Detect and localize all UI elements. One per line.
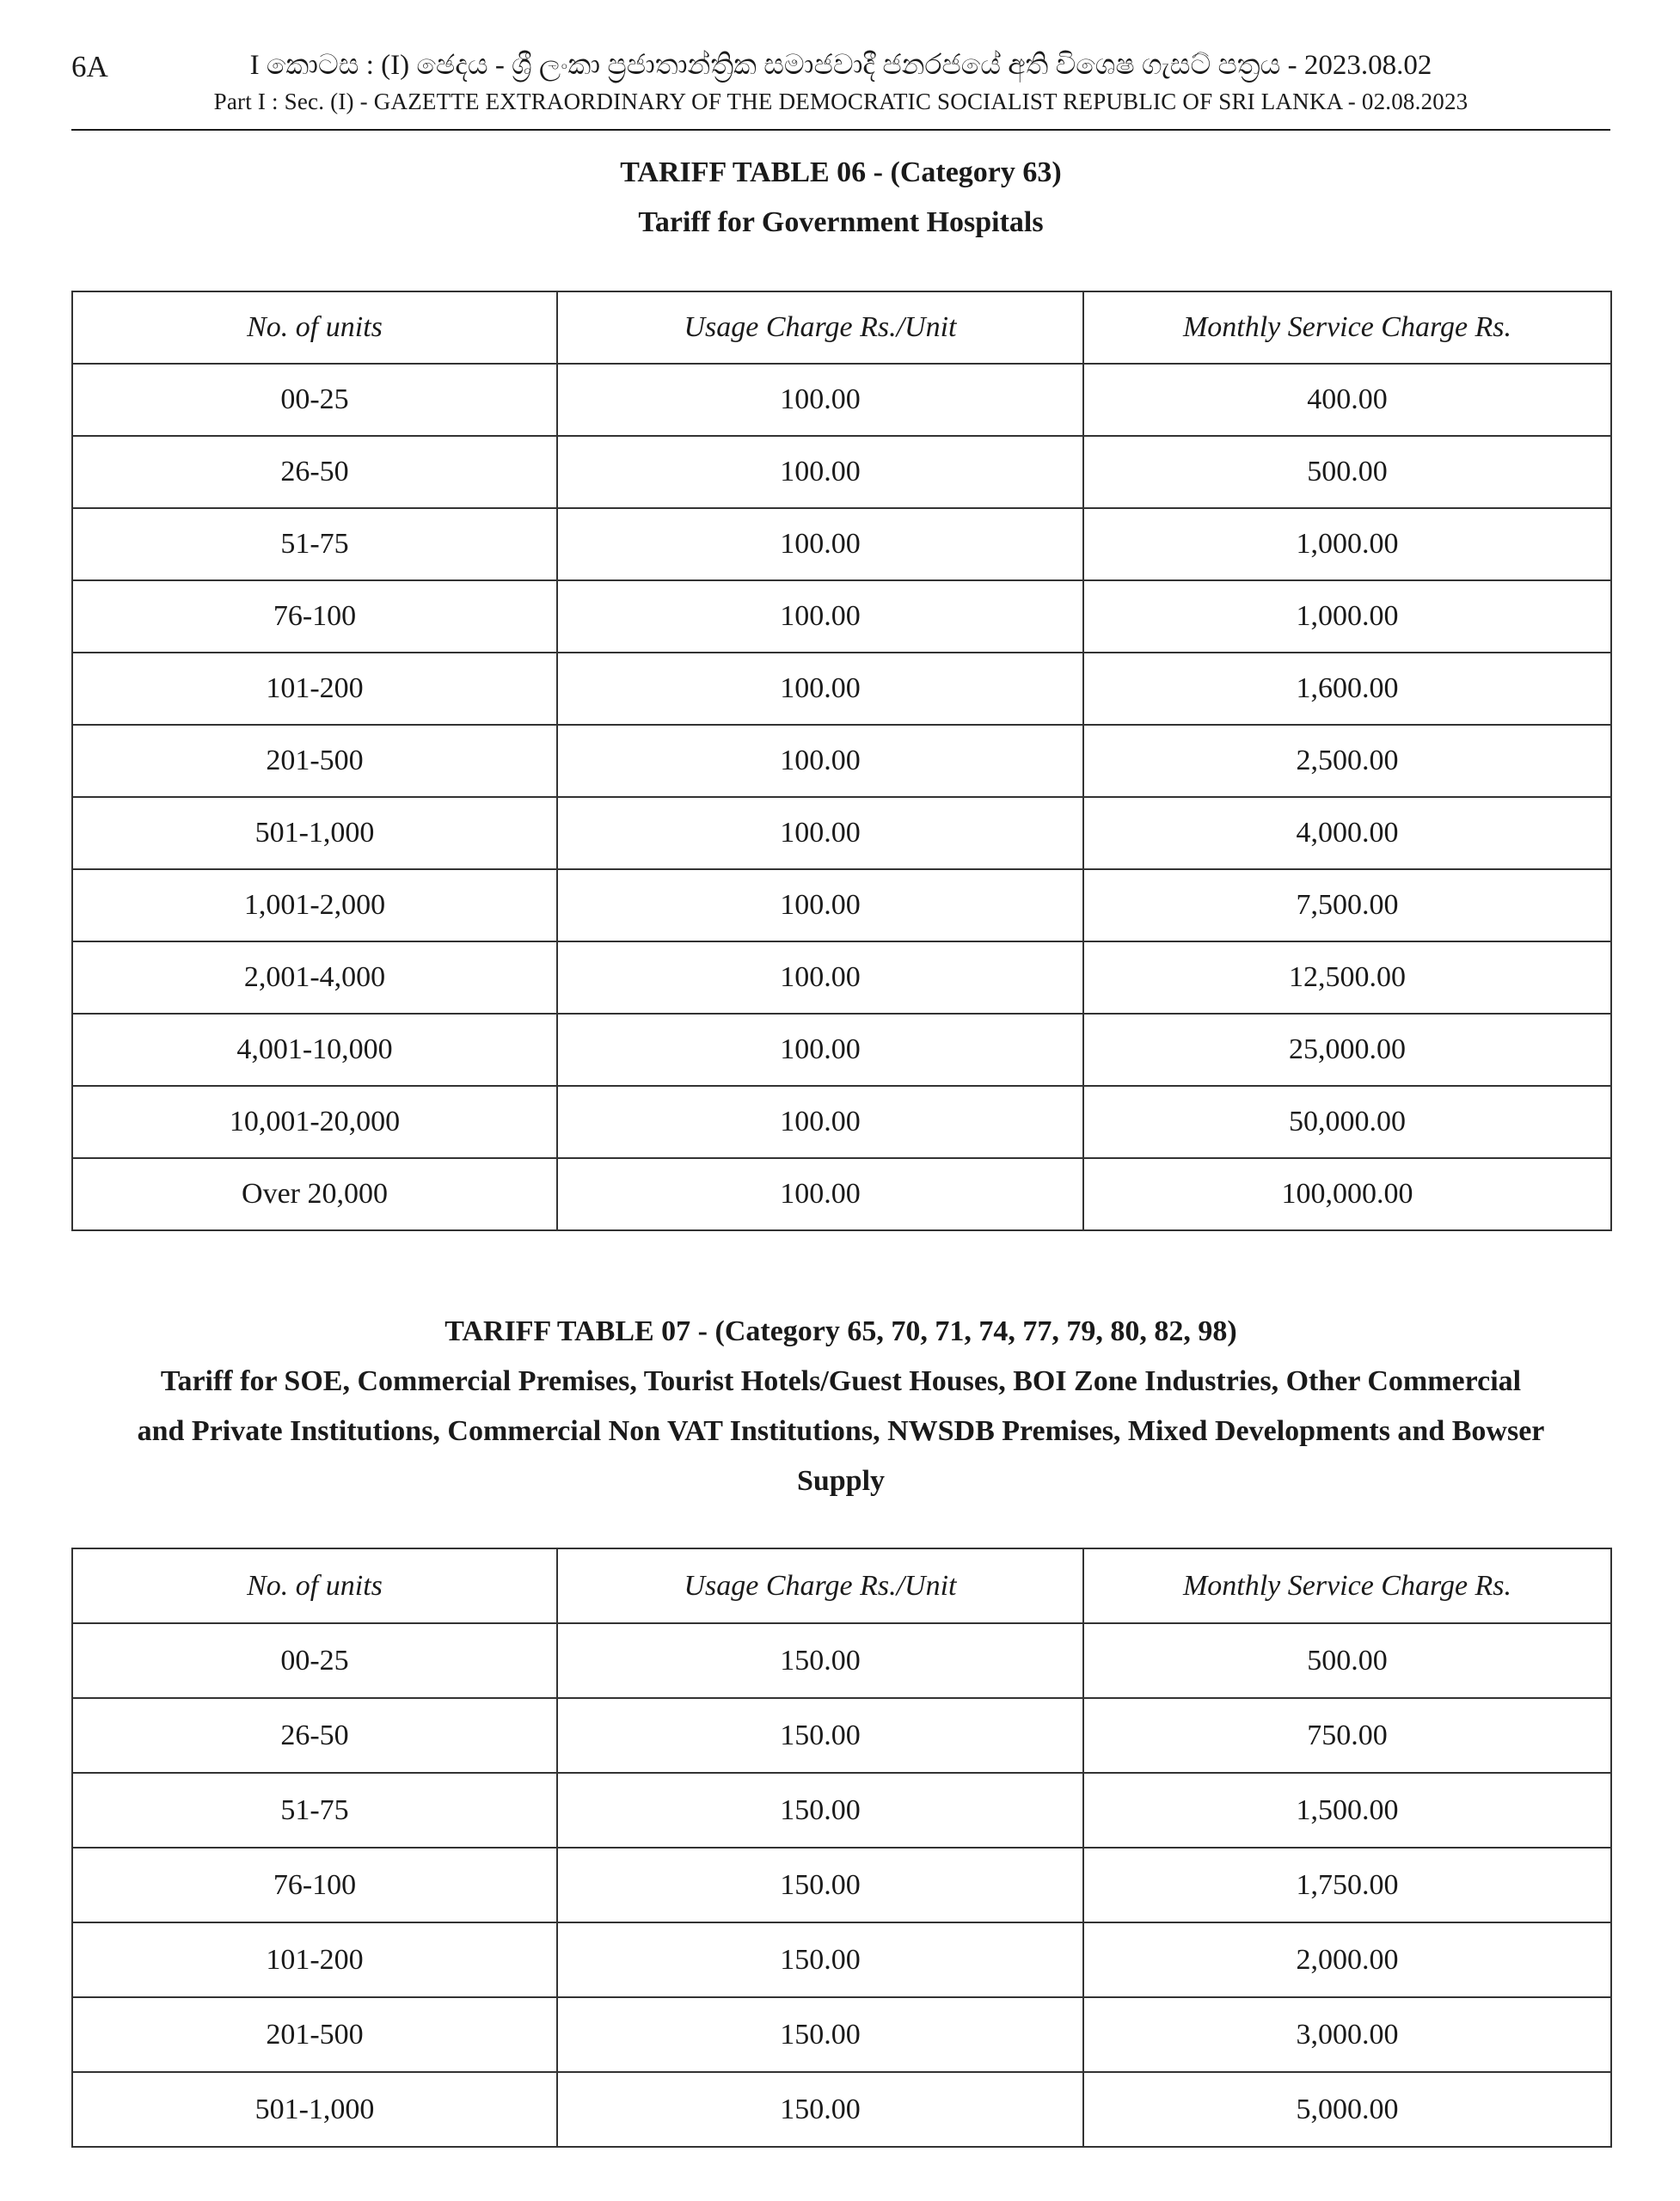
table-row xyxy=(72,869,1611,941)
units-cell: 1,001-2,000 xyxy=(72,869,557,941)
usage-charge-cell: 150.00 xyxy=(557,1773,1083,1848)
service-charge-cell: 2,500.00 xyxy=(1083,725,1611,797)
table07-title-line4: Supply xyxy=(796,1465,886,1497)
table-row xyxy=(72,508,1611,580)
table-row xyxy=(72,2072,1611,2147)
usage-charge-cell: 150.00 xyxy=(557,2072,1083,2147)
service-charge-cell: 1,500.00 xyxy=(1083,1773,1611,1848)
usage-charge-cell: 150.00 xyxy=(557,1922,1083,1997)
usage-charge-cell: 150.00 xyxy=(557,1623,1083,1698)
usage-charge-cell: 100.00 xyxy=(557,1158,1083,1230)
table-row xyxy=(72,1922,1611,1997)
table-row xyxy=(72,1997,1611,2072)
column-header-units: No. of units xyxy=(72,291,557,364)
usage-charge-cell: 100.00 xyxy=(557,1086,1083,1158)
units-cell: 76-100 xyxy=(72,1848,557,1922)
usage-charge-cell: 150.00 xyxy=(557,1848,1083,1922)
column-header-usage-charge: Usage Charge Rs./Unit xyxy=(557,1548,1083,1623)
table-row xyxy=(72,364,1611,436)
column-header-service-charge: Monthly Service Charge Rs. xyxy=(1083,291,1611,364)
table-row xyxy=(72,797,1611,869)
units-cell: 26-50 xyxy=(72,436,557,508)
service-charge-cell: 50,000.00 xyxy=(1083,1086,1611,1158)
usage-charge-cell: 100.00 xyxy=(557,653,1083,725)
column-header-units: No. of units xyxy=(72,1548,557,1623)
service-charge-cell: 2,000.00 xyxy=(1083,1922,1611,1997)
units-cell: 501-1,000 xyxy=(72,797,557,869)
page-number: 6A xyxy=(71,50,108,83)
service-charge-cell: 750.00 xyxy=(1083,1698,1611,1773)
service-charge-cell: 1,000.00 xyxy=(1083,580,1611,653)
table-row xyxy=(72,725,1611,797)
service-charge-cell: 500.00 xyxy=(1083,436,1611,508)
table-header-row xyxy=(72,1548,1611,1623)
usage-charge-cell: 100.00 xyxy=(557,508,1083,580)
table-row xyxy=(72,1086,1611,1158)
units-cell: 00-25 xyxy=(72,1623,557,1698)
table-row xyxy=(72,653,1611,725)
table07-title-line2: Tariff for SOE, Commercial Premises, Tourist Hotels/Guest Houses, BOI Zone Industries, Other Commercial xyxy=(160,1365,1522,1397)
service-charge-cell: 500.00 xyxy=(1083,1623,1611,1698)
table-row xyxy=(72,1698,1611,1773)
usage-charge-cell: 100.00 xyxy=(557,869,1083,941)
table-row xyxy=(72,436,1611,508)
service-charge-cell: 1,600.00 xyxy=(1083,653,1611,725)
column-header-service-charge: Monthly Service Charge Rs. xyxy=(1083,1548,1611,1623)
service-charge-cell: 3,000.00 xyxy=(1083,1997,1611,2072)
units-cell: 501-1,000 xyxy=(72,2072,557,2147)
service-charge-cell: 12,500.00 xyxy=(1083,941,1611,1014)
service-charge-cell: 7,500.00 xyxy=(1083,869,1611,941)
usage-charge-cell: 100.00 xyxy=(557,1014,1083,1086)
table07-title-line3: and Private Institutions, Commercial Non VAT Institutions, NWSDB Premises, Mixed Developments and Bowser xyxy=(137,1415,1545,1447)
table-row xyxy=(72,580,1611,653)
tariff-table-07 xyxy=(71,1548,1612,2148)
service-charge-cell: 100,000.00 xyxy=(1083,1158,1611,1230)
usage-charge-cell: 100.00 xyxy=(557,725,1083,797)
service-charge-cell: 25,000.00 xyxy=(1083,1014,1611,1086)
units-cell: 201-500 xyxy=(72,1997,557,2072)
table07-title-line1: TARIFF TABLE 07 - (Category 65, 70, 71, 74, 77, 79, 80, 82, 98) xyxy=(445,1315,1237,1347)
table-row xyxy=(72,1623,1611,1698)
service-charge-cell: 1,750.00 xyxy=(1083,1848,1611,1922)
table-row xyxy=(72,1773,1611,1848)
units-cell: 76-100 xyxy=(72,580,557,653)
units-cell: 201-500 xyxy=(72,725,557,797)
units-cell: 2,001-4,000 xyxy=(72,941,557,1014)
table-row xyxy=(72,1158,1611,1230)
header-english-line: Part I : Sec. (I) - GAZETTE EXTRAORDINARY OF THE DEMOCRATIC SOCIALIST REPUBLIC OF SRI LANKA - 02.08.2023 xyxy=(213,89,1468,114)
units-cell: 101-200 xyxy=(72,653,557,725)
units-cell: 101-200 xyxy=(72,1922,557,1997)
column-header-usage-charge: Usage Charge Rs./Unit xyxy=(557,291,1083,364)
units-cell: 26-50 xyxy=(72,1698,557,1773)
service-charge-cell: 400.00 xyxy=(1083,364,1611,436)
usage-charge-cell: 100.00 xyxy=(557,941,1083,1014)
service-charge-cell: 4,000.00 xyxy=(1083,797,1611,869)
units-cell: 4,001-10,000 xyxy=(72,1014,557,1086)
usage-charge-cell: 100.00 xyxy=(557,436,1083,508)
units-cell: 51-75 xyxy=(72,1773,557,1848)
table-row xyxy=(72,1014,1611,1086)
table-header-row xyxy=(72,291,1611,364)
table-row xyxy=(72,941,1611,1014)
service-charge-cell: 1,000.00 xyxy=(1083,508,1611,580)
table06-title-line1: TARIFF TABLE 06 - (Category 63) xyxy=(620,156,1062,188)
table-row xyxy=(72,1848,1611,1922)
table06-title xyxy=(71,148,1610,248)
usage-charge-cell: 100.00 xyxy=(557,364,1083,436)
units-cell: 00-25 xyxy=(72,364,557,436)
table07-title xyxy=(71,1307,1610,1506)
tariff-table-06 xyxy=(71,291,1612,1231)
header-sinhala-line: I කොටස : (I) ඡෙදය - ශ්‍රී ලංකා ප්‍රජාතාන්ත්‍රික සමාජවාදී ජනරජයේ අති විශෙෂ ගැසට් පත්‍රය - 2023.08.02 xyxy=(249,50,1432,81)
usage-charge-cell: 150.00 xyxy=(557,1698,1083,1773)
service-charge-cell: 5,000.00 xyxy=(1083,2072,1611,2147)
table06-title-line2: Tariff for Government Hospitals xyxy=(638,206,1044,238)
usage-charge-cell: 100.00 xyxy=(557,797,1083,869)
units-cell: Over 20,000 xyxy=(72,1158,557,1230)
page-header xyxy=(71,50,1610,131)
units-cell: 10,001-20,000 xyxy=(72,1086,557,1158)
usage-charge-cell: 150.00 xyxy=(557,1997,1083,2072)
usage-charge-cell: 100.00 xyxy=(557,580,1083,653)
units-cell: 51-75 xyxy=(72,508,557,580)
